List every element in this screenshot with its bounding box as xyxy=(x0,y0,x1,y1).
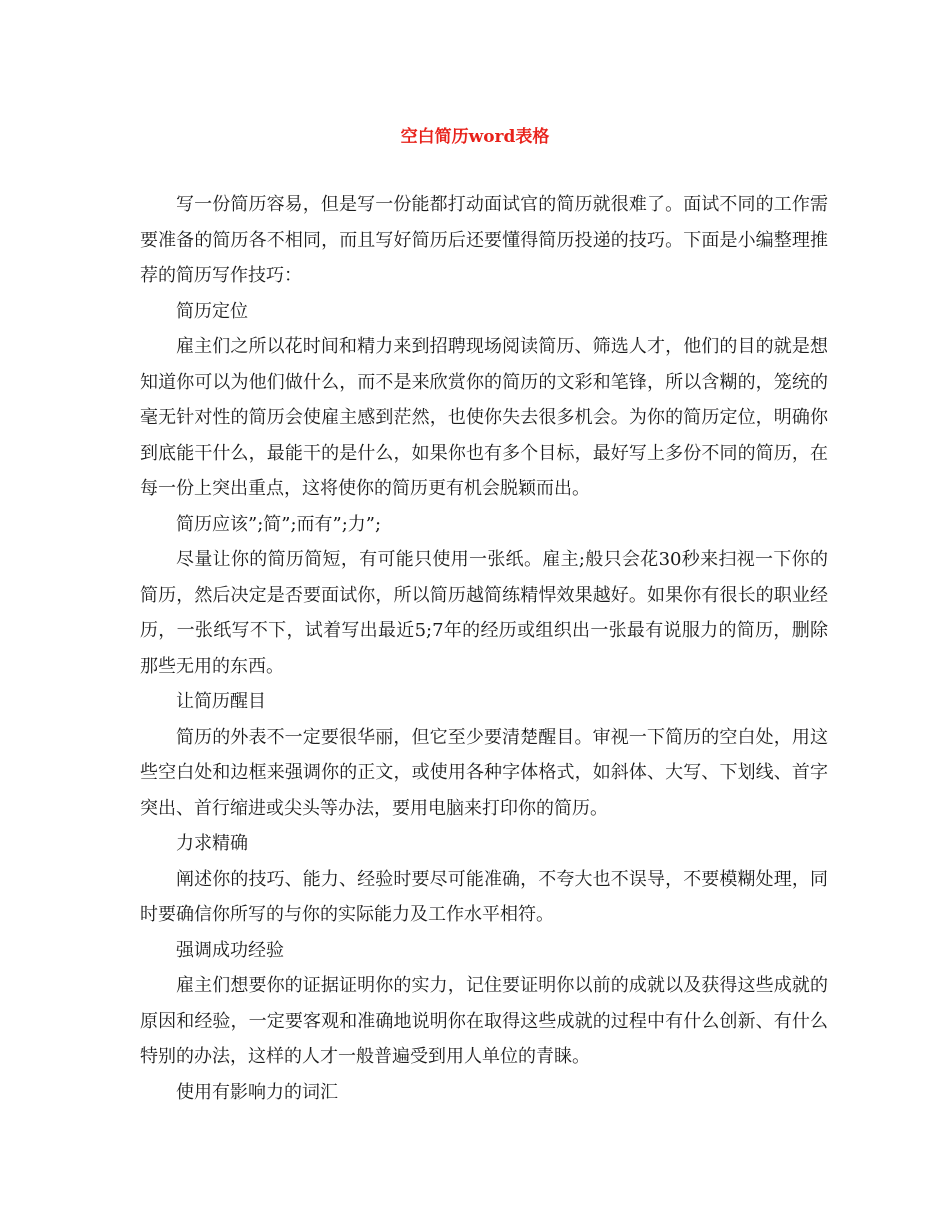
section-heading-positioning: 简历定位 xyxy=(176,300,248,322)
positioning-paragraph: 雇主们之所以花时间和精力来到招聘现场阅读简历、筛选人才，他们的目的就是想知道你可以为他们做什么，而不是来欣赏你的简历的文彩和笔锋，所以含糊的，笼统的毫无针对性的简历会使雇主感到茫然，也使你失去很多机会。为你的简历定位，明确你到底能干什么，最能干的是什么，如果你也有多个目标，最好写上多份不同的简历，在每一份上突出重点，这将使你的简历更有机会脱颖而出。 xyxy=(140,336,828,499)
accuracy-paragraph: 阐述你的技巧、能力、经验时要尽可能准确，不夸大也不误导，不要模糊处理，同时要确信你所写的与你的实际能力及工作水平相符。 xyxy=(140,868,828,925)
intro-paragraph: 写一份简历容易，但是写一份能都打动面试官的简历就很难了。面试不同的工作需要准备的简历各不相同，而且写好简历后还要懂得简历投递的技巧。下面是小编整理推荐的简历写作技巧： xyxy=(140,194,828,286)
document-body xyxy=(140,187,828,1110)
section-heading-concise: 简历应该”;简”;而有”;力”; xyxy=(176,513,382,535)
concise-paragraph: 尽量让你的简历简短，有可能只使用一张纸。雇主;般只会花30秒来扫视一下你的简历，然后决定是否要面试你，所以简历越简练精悍效果越好。如果你有很长的职业经历，一张纸写不下，试着写出最近5;7年的经历或组织出一张最有说服力的简历，删除那些无用的东西。 xyxy=(140,549,828,677)
section-heading-vocabulary: 使用有影响力的词汇 xyxy=(176,1081,338,1103)
document-title: 空白简历word表格 xyxy=(400,127,550,147)
section-heading-accuracy: 力求精确 xyxy=(176,833,248,854)
eye-catching-paragraph: 简历的外表不一定要很华丽，但它至少要清楚醒目。审视一下简历的空白处，用这些空白处和边框来强调你的正文，或使用各种字体格式，如斜体、大写、下划线、首字突出、首行缩进或尖头等办法，要用电脑来打印你的简历。 xyxy=(140,726,828,819)
success-paragraph: 雇主们想要你的证据证明你的实力，记住要证明你以前的成就以及获得这些成就的原因和经验，一定要客观和准确地说明你在取得这些成就的过程中有什么创新、有什么特别的办法，这样的人才一般普遍受到用人单位的青睐。 xyxy=(140,975,828,1067)
section-heading-success: 强调成功经验 xyxy=(176,939,284,961)
section-heading-eye-catching: 让简历醒目 xyxy=(176,691,266,712)
